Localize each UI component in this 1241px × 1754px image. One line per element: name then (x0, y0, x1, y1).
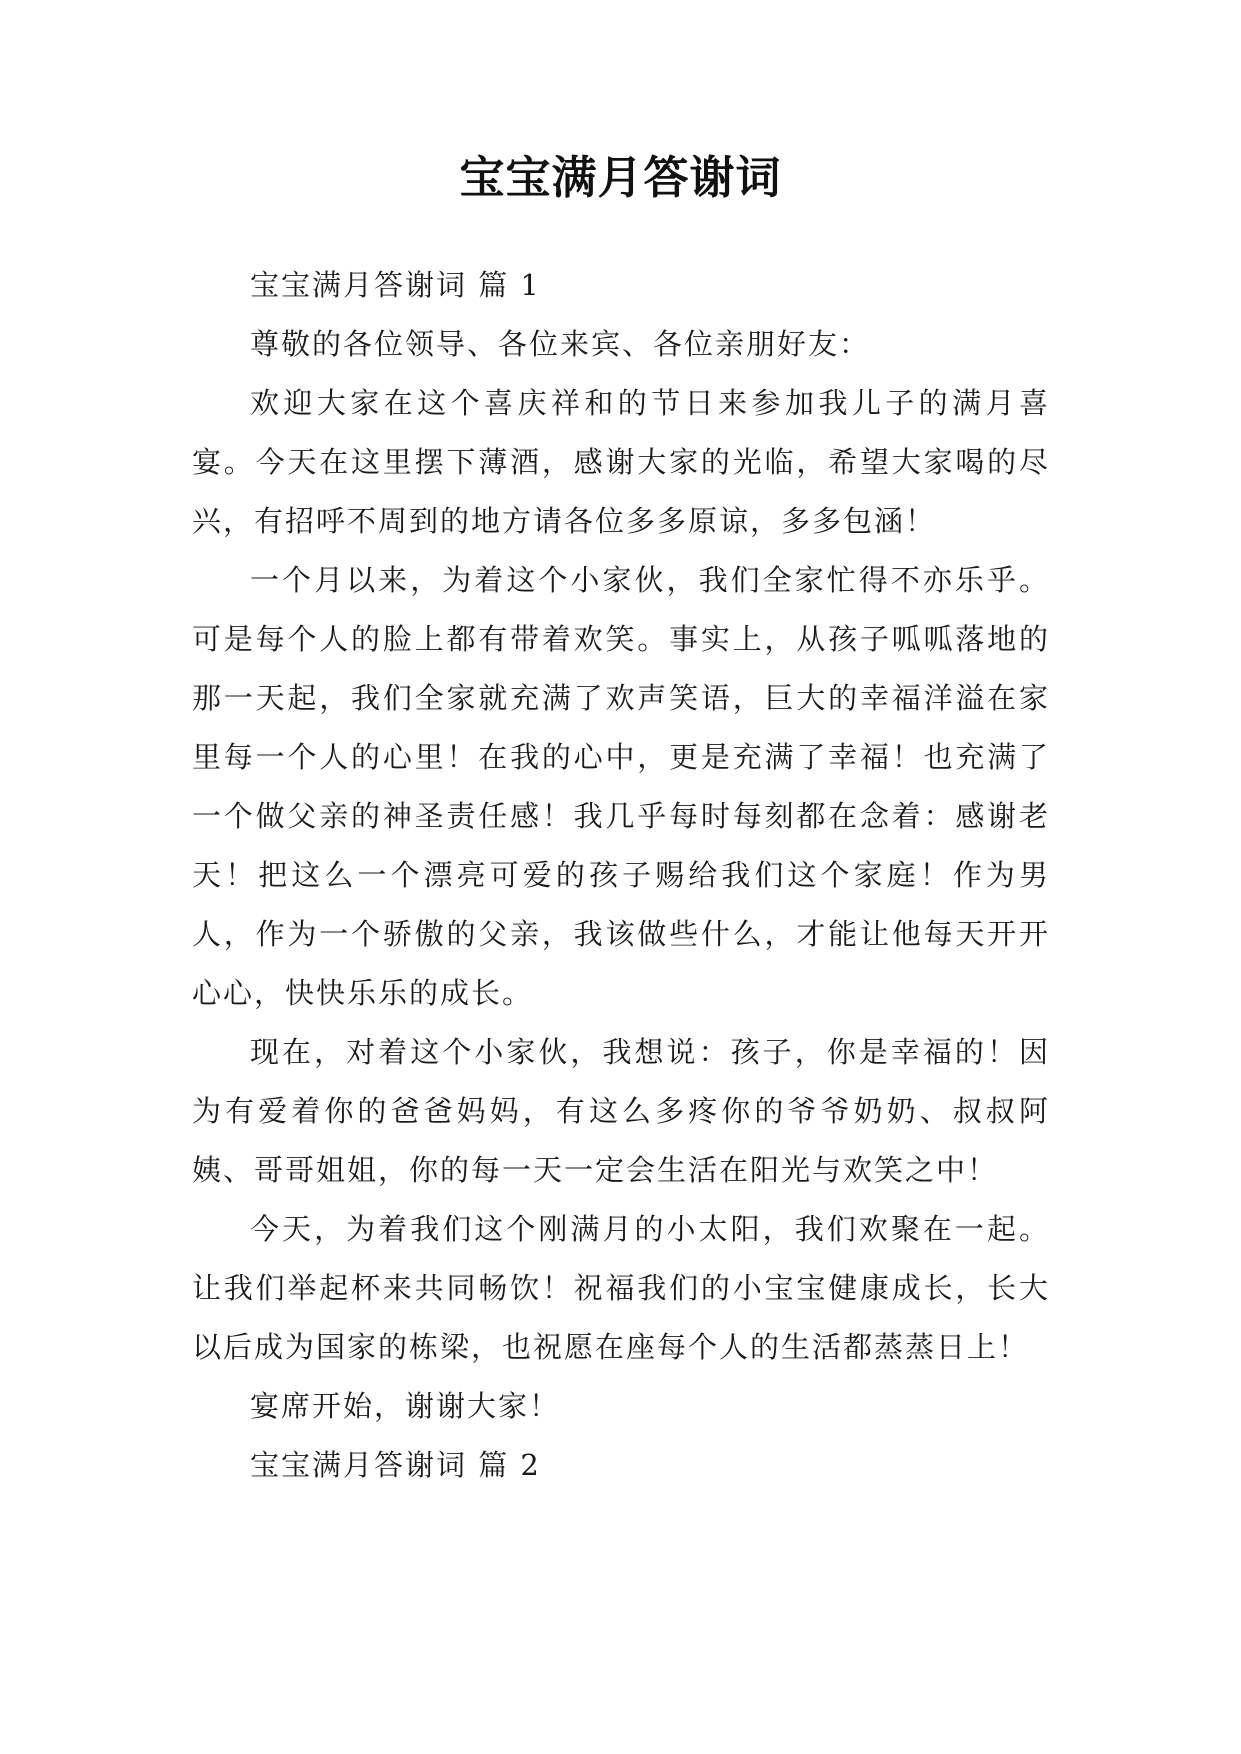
salutation-paragraph: 尊敬的各位领导、各位来宾、各位亲朋好友： (250, 327, 871, 361)
body-paragraph: 一个月以来，为着这个小家伙，我们全家忙得不亦乐乎。可是每个人的脸上都有带着欢笑。事实上，从孩子呱呱落地的那一天起，我们全家就充满了欢声笑语，巨大的幸福洋溢在家里每一个人的心里！在我的心中，更是充满了幸福！也充满了一个做父亲的神圣责任感！我几乎每时每刻都在念着：感谢老天！把这么一个漂亮可爱的孩子赐给我们这个家庭！作为男人，作为一个骄傲的父亲，我该做些什么，才能让他每天开开心心，快快乐乐的成长。 (192, 563, 1050, 1010)
document-title: 宝宝满月答谢词 (459, 151, 782, 204)
body-paragraph: 现在，对着这个小家伙，我想说：孩子，你是幸福的！因为有爱着你的爸爸妈妈，有这么多疼你的爷爷奶奶、叔叔阿姨、哥哥姐姐，你的每一天一定会生活在阳光与欢笑之中！ (192, 1035, 1050, 1187)
section-heading-2: 宝宝满月答谢词 篇 2 (250, 1448, 541, 1482)
section-heading-1: 宝宝满月答谢词 篇 1 (250, 268, 541, 302)
document-body (192, 256, 1050, 1495)
welcome-paragraph: 欢迎大家在这个喜庆祥和的节日来参加我儿子的满月喜宴。今天在这里摆下薄酒，感谢大家的光临，希望大家喝的尽兴，有招呼不周到的地方请各位多多原谅，多多包涵！ (192, 386, 1050, 538)
body-paragraph: 今天，为着我们这个刚满月的小太阳，我们欢聚在一起。让我们举起杯来共同畅饮！祝福我们的小宝宝健康成长，长大以后成为国家的栋梁，也祝愿在座每个人的生活都蒸蒸日上！ (192, 1212, 1050, 1364)
closing-paragraph: 宴席开始，谢谢大家！ (250, 1389, 561, 1423)
